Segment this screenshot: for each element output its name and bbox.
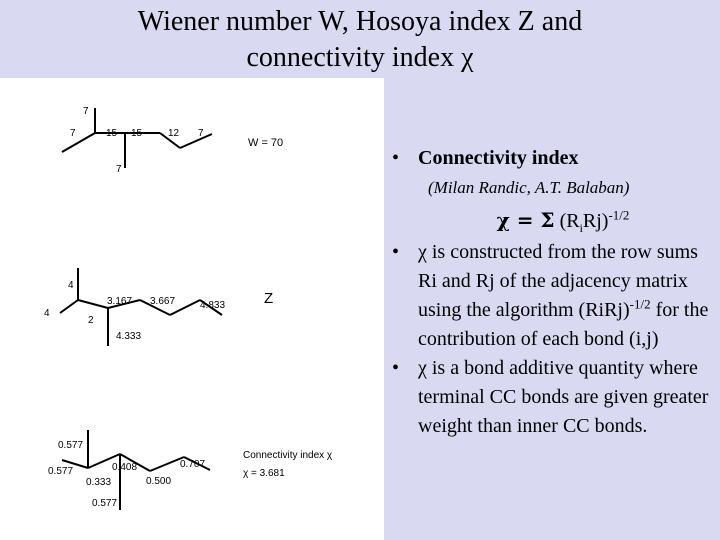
wiener-caption: W = 70 xyxy=(248,137,284,149)
title-line-1: Wiener number W, Hosoya index Z and xyxy=(137,6,583,37)
bullet-item-construction xyxy=(390,238,716,354)
hosoya-caption: Z xyxy=(264,290,274,307)
wiener-label: 7 xyxy=(116,164,122,175)
wiener-label: 15 xyxy=(131,128,143,139)
formula-body-rest: Rj) xyxy=(582,210,609,232)
connectivity-label: 0.333 xyxy=(86,477,112,488)
wiener-label: 7 xyxy=(198,128,204,139)
bullet-dot: • xyxy=(392,147,400,169)
section-heading: Connectivity index xyxy=(418,147,579,169)
hosoya-label: 4 xyxy=(68,280,74,291)
wiener-label: 7 xyxy=(83,106,89,117)
authors-line: (Milan Randic, A.T. Balaban) xyxy=(428,178,630,197)
hosoya-label: 4.333 xyxy=(116,331,142,342)
formula-body-open: (R xyxy=(559,210,580,232)
connectivity-label: 0.500 xyxy=(146,476,172,487)
bullet-list xyxy=(390,144,716,441)
hosoya-label: 4.833 xyxy=(200,300,226,311)
formula-lhs: χ = Σ xyxy=(496,208,555,232)
bullet-item-heading xyxy=(390,144,716,173)
formula-exponent: -1/2 xyxy=(608,207,630,223)
slide-title xyxy=(0,4,720,76)
formula-subscript: i xyxy=(579,221,583,235)
wiener-label: 12 xyxy=(168,128,180,139)
connectivity-value: χ = 3.681 xyxy=(243,468,285,479)
title-line-2: connectivity index χ xyxy=(246,42,474,73)
chi-formula xyxy=(390,203,716,238)
molecule-figure xyxy=(0,78,384,540)
construction-text-b: for the contribution of each bond (i,j) xyxy=(418,299,709,350)
hosoya-label: 4 xyxy=(44,308,50,319)
hosoya-label: 2 xyxy=(88,315,94,326)
connectivity-label: 0.408 xyxy=(112,462,138,473)
hosoya-label: 3.667 xyxy=(150,296,176,307)
molecule-figure-panel xyxy=(0,78,384,540)
connectivity-label: 0.707 xyxy=(180,459,206,470)
hosoya-label: 3.167 xyxy=(107,296,133,307)
connectivity-caption: Connectivity index χ xyxy=(243,450,333,461)
construction-text-a: χ is constructed from the row sums Ri and Rj of the adjacency matrix using the algorithm (RiRj) xyxy=(418,241,698,321)
bullet-dot: • xyxy=(392,241,400,263)
bullet-dot: • xyxy=(392,357,400,379)
construction-exponent: -1/2 xyxy=(629,296,651,312)
wiener-label: 15 xyxy=(106,128,118,139)
wiener-label: 7 xyxy=(70,128,76,139)
connectivity-label: 0.577 xyxy=(48,466,74,477)
connectivity-label: 0.577 xyxy=(92,498,118,509)
additive-text: χ is a bond additive quantity where terminal CC bonds are given greater weight than inner CC bonds. xyxy=(418,357,709,437)
connectivity-label: 0.577 xyxy=(58,440,84,451)
bullet-item-additive xyxy=(390,354,716,441)
